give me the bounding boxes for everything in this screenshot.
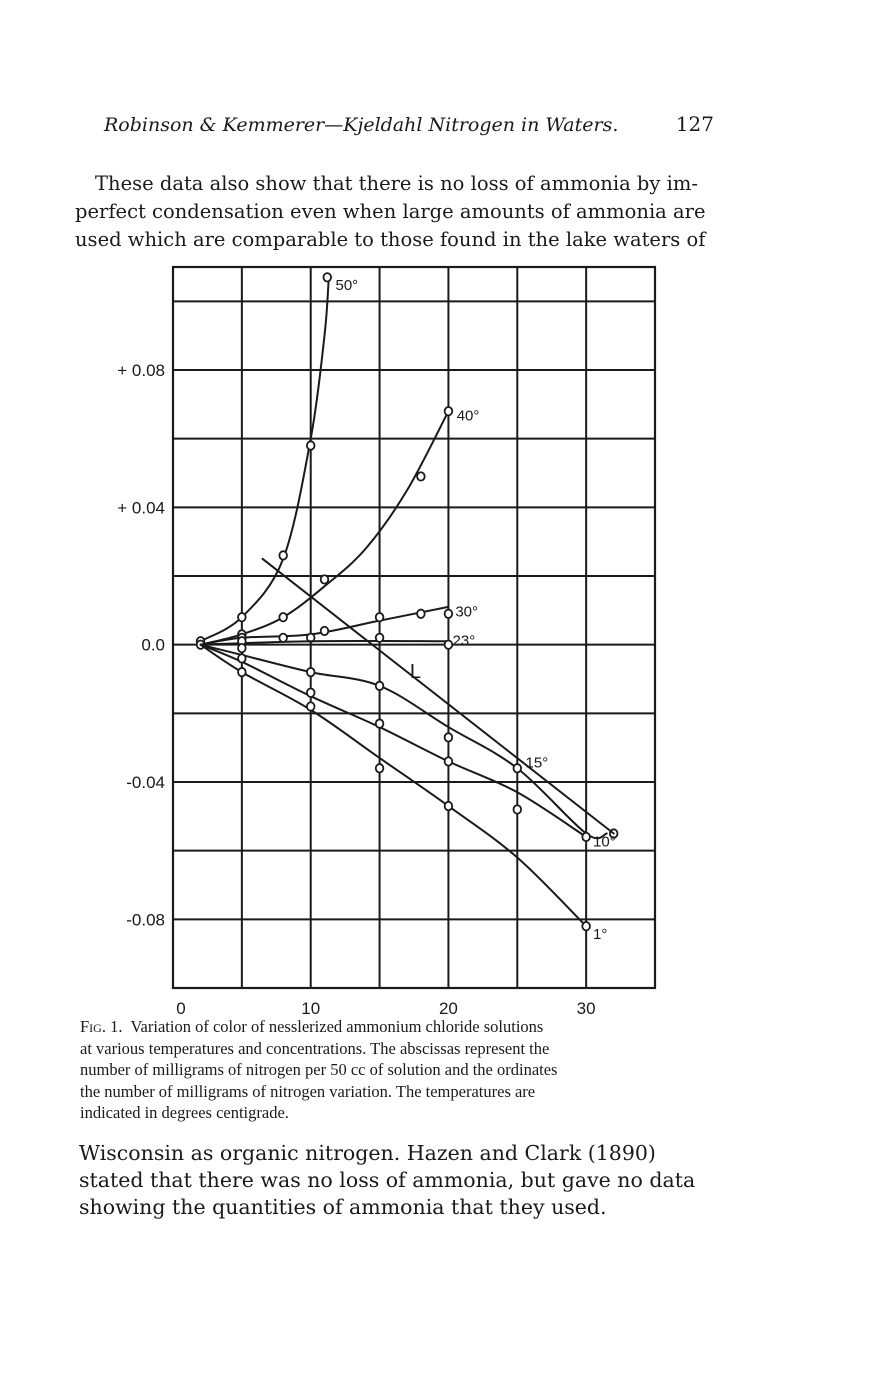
caption-line: number of milligrams of nitrogen per 50 cc of solution and the ordinates (80, 1060, 558, 1079)
caption-text: Variation of color of nesslerized ammonium chloride solutions (130, 1017, 544, 1036)
curve-label: 50° (335, 277, 359, 295)
data-point-30 (445, 610, 453, 618)
data-point-1 (307, 702, 315, 710)
data-point-50 (279, 551, 287, 559)
data-point-50 (307, 441, 315, 449)
series-line-10 (201, 645, 587, 837)
data-point-10 (307, 689, 315, 697)
x-tick-label: 20 (438, 999, 458, 1016)
y-tick-label: 0.0 (141, 635, 165, 655)
paragraph-line: Wisconsin as organic nitrogen. Hazen and Clark (1890) (79, 1141, 656, 1165)
data-point-15 (445, 733, 453, 741)
caption-line: indicated in degrees centigrade. (80, 1103, 289, 1122)
data-point-1 (376, 764, 384, 772)
caption-line: at various temperatures and concentrations. The abscissas represent the (80, 1038, 550, 1058)
data-point-15 (513, 764, 521, 772)
paragraph-line: perfect condensation even when large amounts of ammonia are (75, 200, 706, 223)
paragraph-line: showing the quantities of ammonia that they used. (79, 1195, 607, 1219)
paragraph-line: stated that there was no loss of ammonia, but gave no data (79, 1168, 696, 1192)
curve-label: 10° (593, 833, 616, 851)
y-tick-label: + 0.04 (117, 498, 165, 518)
data-point-50 (323, 273, 331, 281)
data-point-23 (445, 640, 453, 648)
page-number: 127 (675, 112, 714, 136)
curve-label: 23° (452, 632, 476, 650)
paragraph-line: used which are comparable to those found in the lake waters of (75, 228, 706, 251)
series-line-50 (201, 281, 329, 642)
data-point-40 (321, 575, 329, 583)
data-point-40 (445, 407, 453, 415)
figure-label: Fig. 1. (80, 1017, 123, 1036)
data-point-40 (279, 613, 287, 621)
x-tick-label: 30 (576, 999, 596, 1016)
figure-caption (80, 1016, 720, 1124)
data-point-15 (307, 668, 315, 676)
curve-label: 40° (456, 407, 480, 425)
data-point-10 (376, 719, 384, 727)
plot-frame (173, 267, 655, 988)
data-point-1 (445, 802, 453, 810)
curve-label: 15° (525, 754, 549, 772)
series-line-40 (201, 411, 449, 644)
series-line-1 (201, 645, 587, 927)
data-point-10 (238, 654, 246, 662)
y-tick-label: + 0.08 (117, 361, 165, 380)
data-point-15 (376, 682, 384, 690)
chart-grid (173, 267, 655, 988)
chart-labels (117, 277, 615, 1016)
closing-paragraph (79, 1140, 695, 1221)
curve-label: L (409, 661, 421, 684)
data-point-23 (279, 634, 287, 642)
curve-label: 30° (455, 603, 479, 621)
y-tick-label: -0.04 (126, 773, 165, 792)
paragraph-line: These data also show that there is no loss of ammonia by im- (95, 172, 698, 195)
data-point-10 (513, 805, 521, 813)
data-point-30 (376, 613, 384, 621)
caption-line: the number of milligrams of nitrogen variation. The temperatures are (80, 1081, 536, 1101)
data-point-23 (376, 634, 384, 642)
x-tick-label: 0 (176, 999, 186, 1016)
series-line-L (263, 559, 614, 834)
caption-line (80, 1016, 720, 1038)
chart-series (197, 273, 618, 930)
y-tick-label: -0.08 (126, 910, 165, 930)
data-point-15 (238, 644, 246, 652)
curve-label: 1° (593, 926, 608, 944)
data-point-40 (417, 472, 425, 480)
running-title: Robinson & Kemmerer—Kjeldahl Nitrogen in Waters. (104, 114, 619, 136)
data-point-10 (582, 833, 590, 841)
data-point-1 (238, 668, 246, 676)
data-point-50 (238, 613, 246, 621)
data-point-1 (582, 922, 590, 930)
data-point-30 (321, 627, 329, 635)
data-point-30 (417, 610, 425, 618)
data-point-10 (445, 757, 453, 765)
x-tick-label: 10 (301, 999, 321, 1016)
